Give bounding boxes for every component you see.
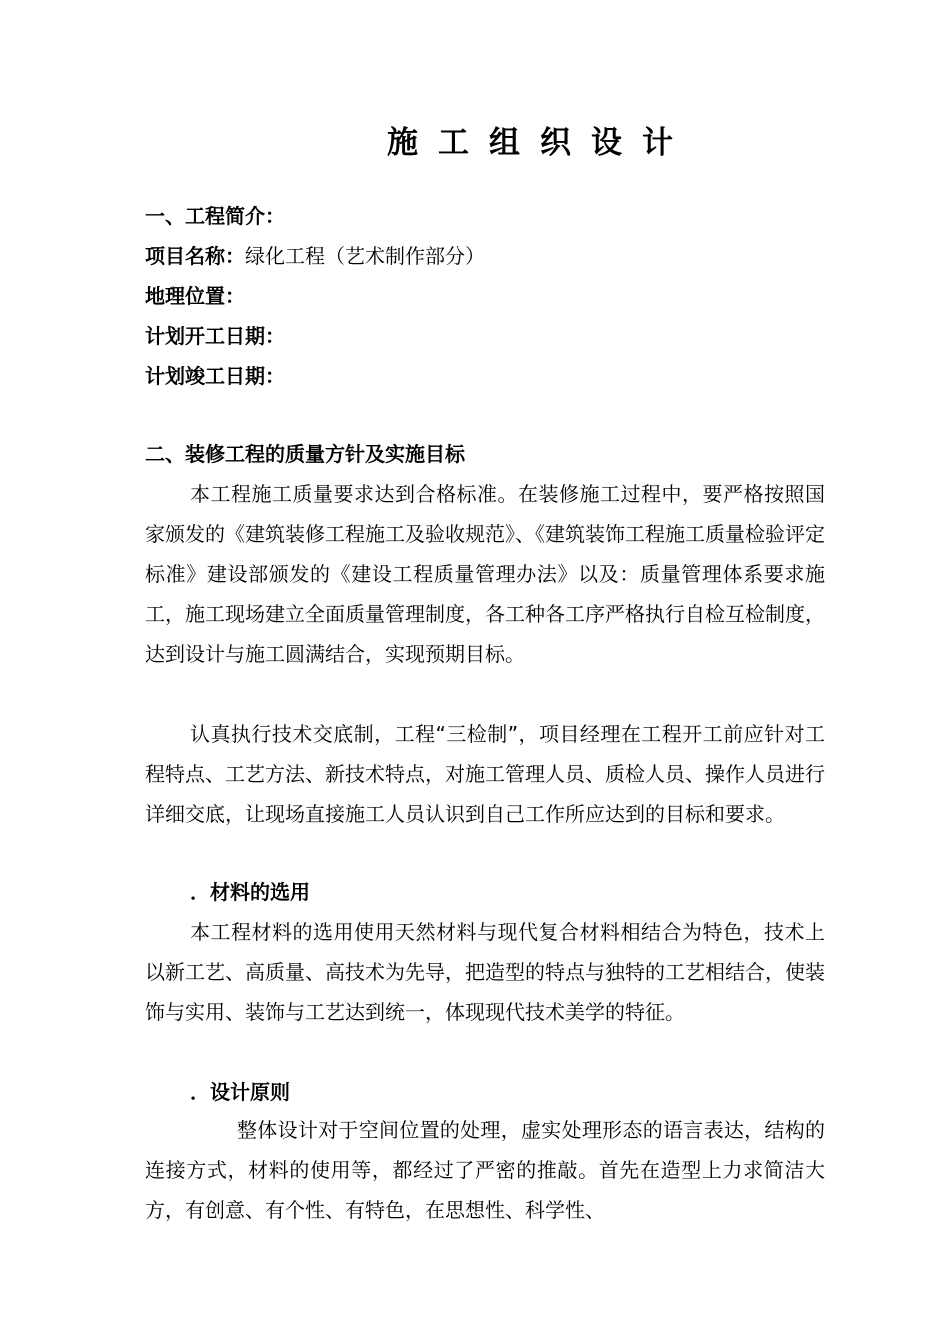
page-title: 施工组织设计 bbox=[387, 125, 693, 161]
project-name-value: 绿化工程（艺术制作部分） bbox=[245, 244, 485, 268]
paragraph-quality-standard: 本工程施工质量要求达到合格标准。在装修施工过程中，要严格按照国家颁发的《建筑装修工程施工及验收规范》、《建筑装饰工程施工质量检验评定标准》建设部颁发的《建设工程质量管理办法》以及：质量管理体系要求施工，施工现场建立全面质量管理制度，各工种各工序严格执行自检互检制度，达到设计与施工圆满结合，实现预期目标。 bbox=[145, 482, 825, 666]
subheading-design-principles: ．设计原则 bbox=[190, 1080, 290, 1104]
paragraph-technical-briefing: 认真执行技术交底制，工程“三检制”，项目经理在工程开工前应针对工程特点、工艺方法、新技术特点，对施工管理人员、质检人员、操作人员进行详细交底，让现场直接施工人员认识到自己工作所应达到的目标和要求。 bbox=[145, 722, 825, 826]
project-name-label: 项目名称： bbox=[145, 244, 245, 268]
paragraph-design-principles: 整体设计对于空间位置的处理，虚实处理形态的语言表达，结构的连接方式，材料的使用等，都经过了严密的推敲。首先在造型上力求简洁大方，有创意、有个性、有特色，在思想性、科学性、 bbox=[145, 1118, 825, 1222]
section2-heading: 二、装修工程的质量方针及实施目标 bbox=[145, 442, 465, 466]
end-date-label: 计划竣工日期： bbox=[145, 364, 285, 388]
section1-heading: 一、工程简介： bbox=[145, 204, 285, 228]
start-date-label: 计划开工日期： bbox=[145, 324, 285, 348]
subheading-material-selection: ．材料的选用 bbox=[190, 880, 310, 904]
paragraph-material-selection: 本工程材料的选用使用天然材料与现代复合材料相结合为特色，技术上以新工艺、高质量、高技术为先导，把造型的特点与独特的工艺相结合，使装饰与实用、装饰与工艺达到统一，体现现代技术美学的特征。 bbox=[145, 920, 825, 1024]
location-label: 地理位置： bbox=[145, 284, 245, 308]
project-name-line bbox=[145, 244, 485, 268]
